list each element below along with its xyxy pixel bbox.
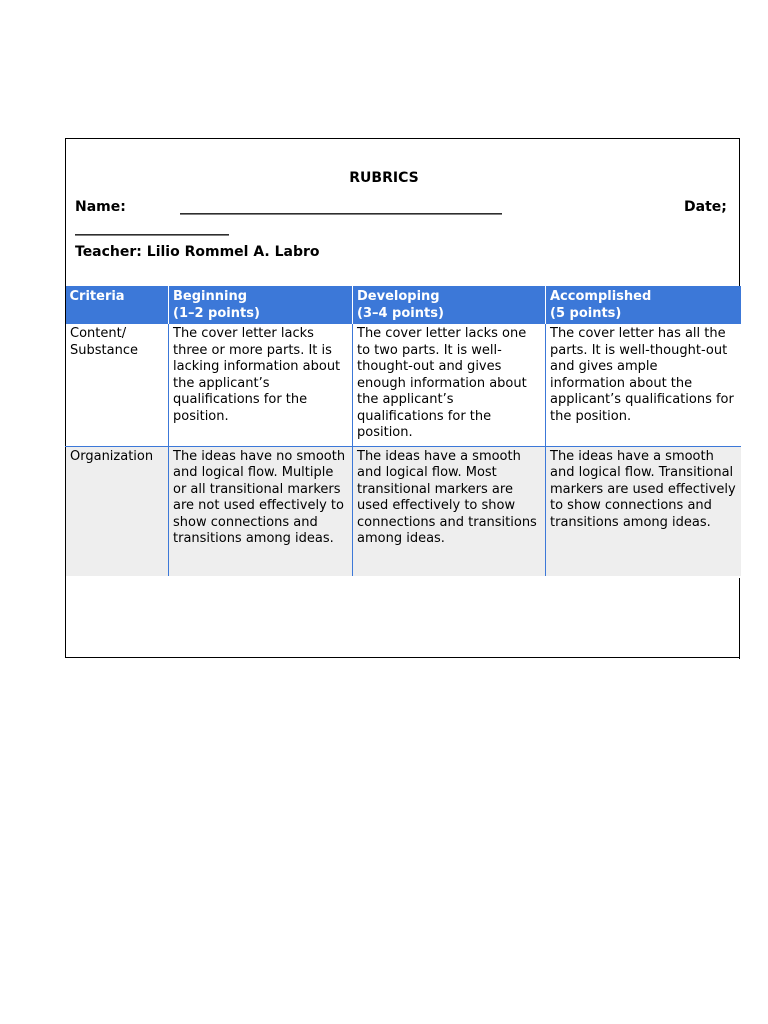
teacher-name: Teacher: Lilio Rommel A. Labro — [75, 244, 320, 260]
header-accomplished-points: (5 points) — [550, 305, 622, 321]
header-beginning — [169, 286, 353, 324]
header-beginning-points: (1–2 points) — [173, 305, 260, 321]
header-developing — [353, 286, 546, 324]
header-accomplished-label: Accomplished — [550, 289, 652, 304]
name-label: Name: — [75, 199, 126, 215]
header-developing-points: (3–4 points) — [357, 305, 444, 321]
table-row — [66, 324, 741, 446]
table-header-row — [66, 286, 741, 324]
cell-developing: The ideas have a smooth and logical flow. Most transitional markers are used effectively to show connections and transitions among ideas. — [353, 446, 546, 576]
date-label: Date; — [684, 199, 727, 215]
cell-beginning: The ideas have no smooth and logical flow. Multiple or all transitional markers are not used effectively to show connections and transitions among ideas. — [169, 446, 353, 576]
frame-right-border — [739, 138, 740, 286]
name-blank-line: ______________________________________________ — [180, 199, 502, 215]
header-beginning-label: Beginning — [173, 289, 248, 304]
cell-accomplished: The cover letter has all the parts. It is well-thought-out and gives ample information about the applicant’s qualifications for the position. — [546, 324, 741, 446]
header-criteria — [66, 286, 169, 324]
rubric-table — [65, 286, 741, 576]
cell-developing: The cover letter lacks one to two parts. It is well-thought-out and gives enough information about the applicant’s qualifications for the position. — [353, 324, 546, 446]
cell-beginning: The cover letter lacks three or more parts. It is lacking information about the applicant’s qualifications for the position. — [169, 324, 353, 446]
header-accomplished — [546, 286, 741, 324]
cell-accomplished: The ideas have a smooth and logical flow. Transitional markers are used effectively to show connections and transitions among ideas. — [546, 446, 741, 576]
date-blank-line: ______________________ — [75, 220, 229, 236]
frame-right-border-bottom — [739, 578, 740, 659]
table-row — [66, 446, 741, 576]
header-developing-label: Developing — [357, 289, 440, 304]
page-title: RUBRICS — [349, 170, 419, 186]
cell-criteria: Content/ Substance — [66, 324, 169, 446]
header-criteria-label: Criteria — [69, 289, 125, 304]
cell-criteria: Organization — [66, 446, 169, 576]
